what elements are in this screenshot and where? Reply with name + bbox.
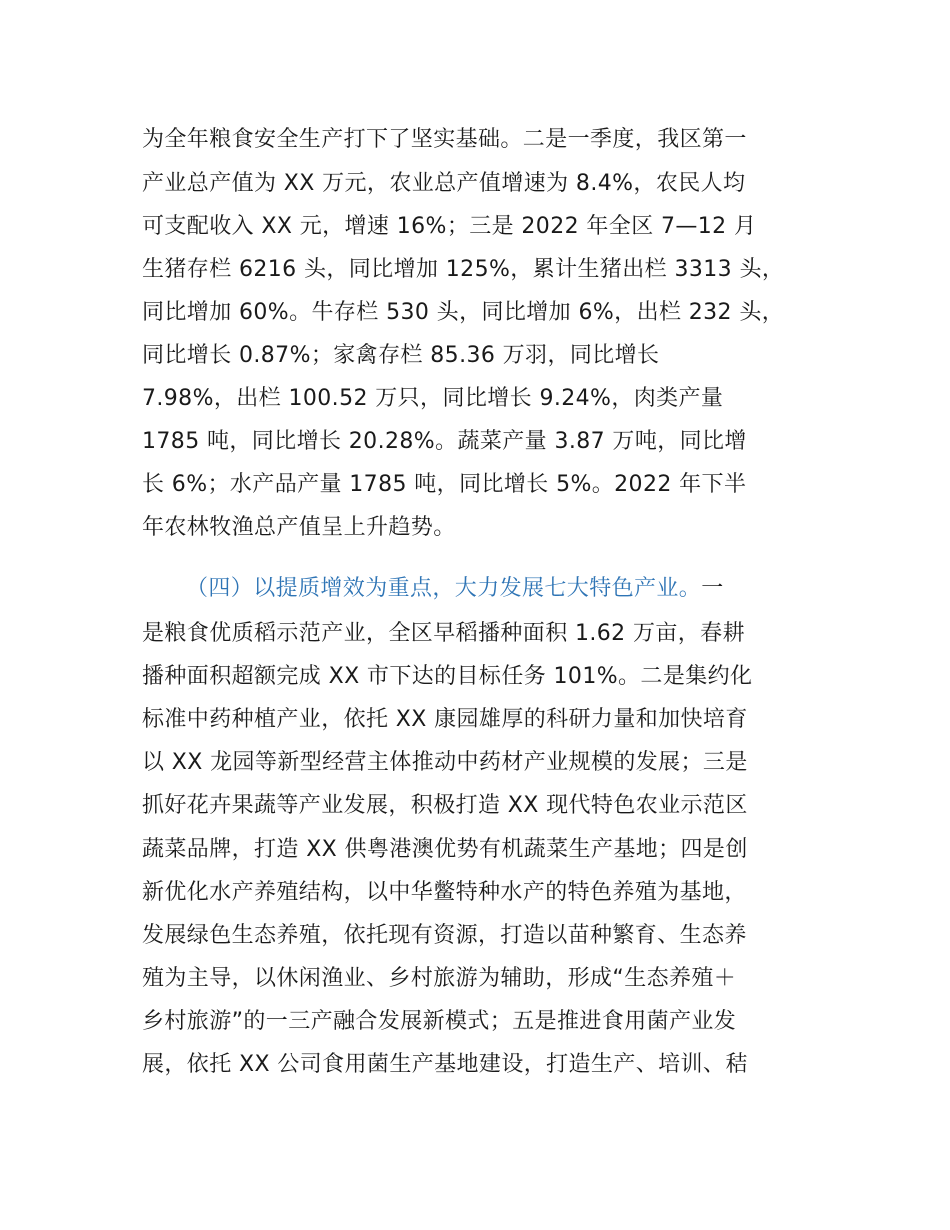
- paragraph-line: 发展绿色生态养殖，依托现有资源，打造以苗种繁育、生态养: [142, 923, 747, 948]
- paragraph-line: 以 XX 龙园等新型经营主体推动中药材产业规模的发展；三是: [142, 750, 748, 775]
- paragraph-line: 可支配收入 XX 元，增速 16%；三是 2022 年全区 7—12 月: [142, 214, 757, 239]
- paragraph-start: 一: [701, 576, 724, 601]
- paragraph-line: 抓好花卉果蔬等产业发展，积极打造 XX 现代特色农业示范区: [142, 793, 748, 818]
- section-heading: （四）以提质增效为重点，大力发展七大特色产业。: [186, 576, 702, 601]
- paragraph-line: 7.98%，出栏 100.52 万只，同比增长 9.24%，肉类产量: [142, 386, 724, 411]
- section-heading-line: [186, 574, 724, 604]
- paragraph-line: 为全年粮食安全生产打下了坚实基础。二是一季度，我区第一: [142, 127, 747, 152]
- paragraph-line: 长 6%；水产品产量 1785 吨，同比增长 5%。2022 年下半: [142, 472, 747, 497]
- paragraph-line: 是粮食优质稻示范产业，全区早稻播种面积 1.62 万亩，春耕: [142, 621, 745, 646]
- paragraph-line: 展，依托 XX 公司食用菌生产基地建设，打造生产、培训、秸: [142, 1052, 748, 1077]
- paragraph-line: 产业总产值为 XX 万元，农业总产值增速为 8.4%，农民人均: [142, 171, 746, 196]
- paragraph-line: 标准中药种植产业，依托 XX 康园雄厚的科研力量和加快培育: [142, 707, 748, 732]
- paragraph-line: 同比增加 60%。牛存栏 530 头，同比增加 6%，出栏 232 头，: [142, 300, 785, 325]
- paragraph-line: 蔬菜品牌，打造 XX 供粤港澳优势有机蔬菜生产基地；四是创: [142, 837, 748, 862]
- paragraph-line: 乡村旅游”的一三产融合发展新模式；五是推进食用菌产业发: [142, 1009, 737, 1034]
- paragraph-line: 播种面积超额完成 XX 市下达的目标任务 101%。二是集约化: [142, 664, 753, 689]
- paragraph-line: 生猪存栏 6216 头，同比增加 125%，累计生猪出栏 3313 头，: [142, 257, 785, 282]
- paragraph-line: 年农林牧渔总产值呈上升趋势。: [142, 515, 456, 540]
- paragraph-line: 殖为主导，以休闲渔业、乡村旅游为辅助，形成“生态养殖＋: [142, 966, 737, 991]
- paragraph-line: 新优化水产养殖结构，以中华鳖特种水产的特色养殖为基地，: [142, 880, 747, 905]
- paragraph-line: 同比增长 0.87%；家禽存栏 85.36 万羽，同比增长: [142, 343, 660, 368]
- paragraph-line: 1785 吨，同比增长 20.28%。蔬菜产量 3.87 万吨，同比增: [142, 429, 747, 454]
